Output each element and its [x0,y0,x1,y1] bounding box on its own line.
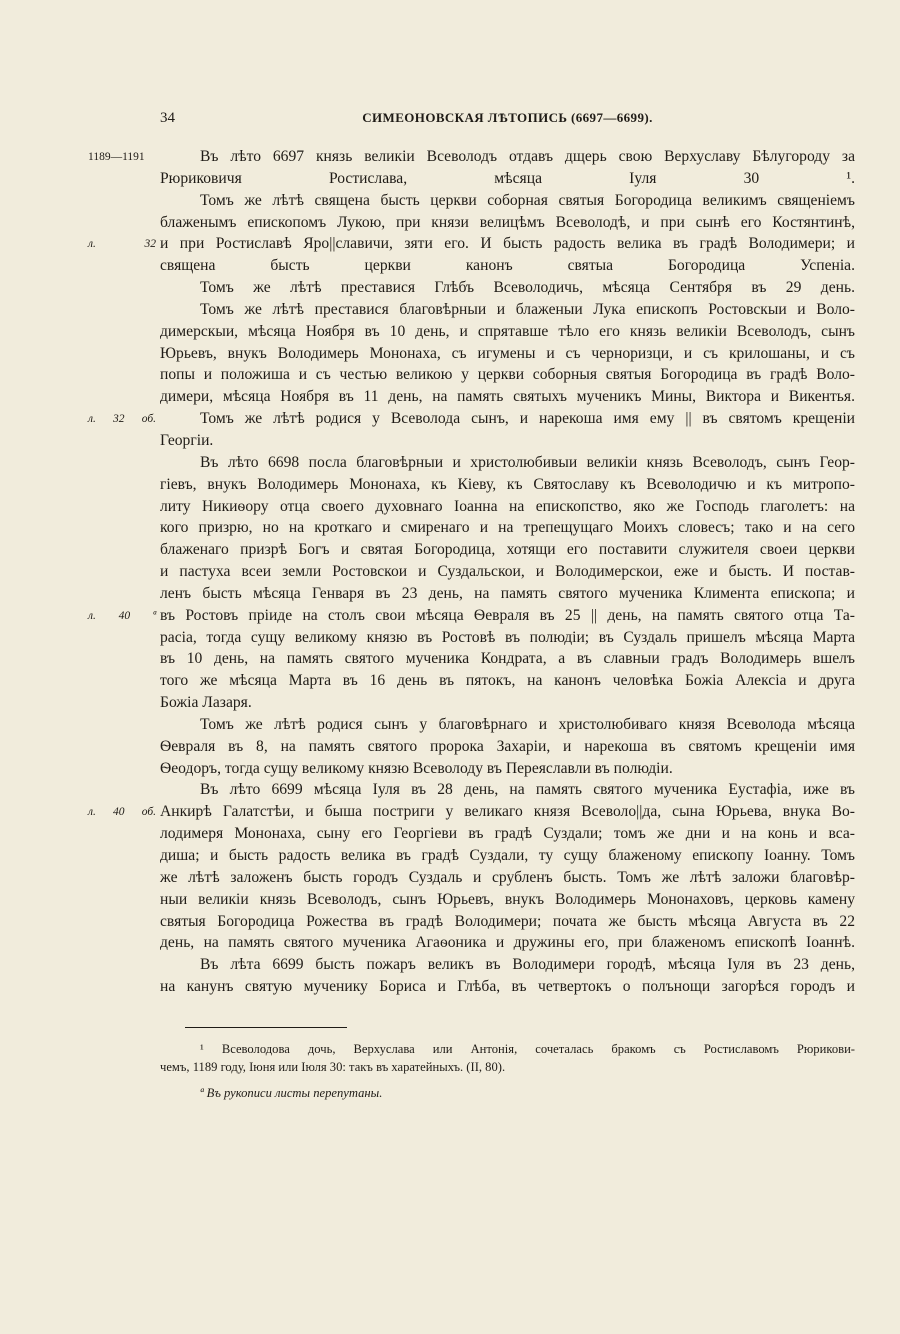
text-line [160,561,855,583]
text-line [160,736,855,758]
line-text: Томъ же лѣтѣ родися сынъ у благовѣрнаго и христолюбиваго князя Всеволода мѣсяца [200,715,855,733]
line-text: ленъ бысть мѣсяца Генваря въ 23 день, на память святого мученика Климента епископа; и [160,584,855,602]
text-line [160,670,855,692]
line-text: Божіа Лазаря. [160,694,252,712]
text-line [160,452,855,474]
text-line [160,190,855,212]
text-line [160,845,855,867]
footnote-line: чемъ, 1189 году, Іюня или Іюля 30: такъ въ харатейныхъ. (II, 80). [160,1060,506,1074]
line-text: Томъ же лѣтѣ родися у Всеволода сынъ, и нарекоша имя ему || въ святомъ крещеніи [200,410,855,428]
line-text: Въ лѣто 6699 мѣсяца Іуля въ 28 день, на память святого мученика Еустафіа, иже въ [200,781,855,799]
text-line [160,779,855,801]
line-text: блаженаго призрѣ Богъ и святая Богородица, хотящи его поставити служителя своеи церкви [160,541,855,559]
line-text: расіа, тогда сущу великому князю въ Ростовѣ въ полюдіи; въ Суздаль пришелъ мѣсяца Марта [160,628,855,646]
text-line [88,146,855,168]
text-line [160,386,855,408]
text-line [160,867,855,889]
line-text: литу Никиѳору отца своего духовнаго Іоанна на епископство, яко же Господь глаголетъ: на [160,497,855,515]
text-line [160,299,855,321]
footnote-divider [185,1027,347,1028]
page-header [160,110,855,132]
margin-note: 1189—1191 [88,151,145,163]
running-title: СИМЕОНОВСКАЯ ЛѢТОПИСЬ (6697—6699). [362,110,653,125]
line-text: лодимеря Мононаха, сыну его Георгіеви въ градѣ Суздали; томъ же дни и на конь и вса- [160,825,855,843]
text-line [160,714,855,736]
text-line [160,648,855,670]
line-text: Въ лѣто 6697 князь великіи Всеволодъ отдавъ дщерь свою Верхуславу Бѣлугороду за [200,148,855,165]
margin-note: л. 40 об. [88,806,156,819]
line-text: Томъ же лѣтѣ преставися Глѣбъ Всеволодичь, мѣсяца Сентября въ 29 день. [200,279,855,297]
line-text: гіевъ, внукъ Володимерь Мононаха, къ Кіеву, къ Святославу къ Всеволодичю и къ митропо- [160,475,855,493]
text-line [160,539,855,561]
line-text: ныи великіи князь Всеволодъ, сынъ Юрьевъ, внукъ Володимерь Мононаховъ, церковь камену [160,890,855,908]
footnote-line: ª Въ рукописи листы перепутаны. [200,1086,383,1100]
line-text: въ Ростовъ пріиде на столъ свои мѣсяца Ѳевраля въ 25 || день, на память святого отца Та- [160,606,855,624]
line-text: Анкирѣ Галатстѣи, и быша постриги у великаго князя Всеволо||да, сына Юрьева, внука Во- [160,803,855,821]
main-text [88,146,855,998]
text-line [160,583,855,605]
text-line [160,954,855,976]
line-text: димери, мѣсяца Ноября въ 11 день, на память святыхъ мученикъ Мины, Виктора и Викентья. [160,388,855,406]
text-line [88,233,855,255]
line-text: Георгіи. [160,431,214,449]
line-text: димерскыи, мѣсяца Ноября въ 10 день, и спрятавше тѣло его князь великіи Всеволодъ, сынъ [160,322,855,340]
line-text: того же мѣсяца Марта въ 16 день въ пятокъ, на канонъ человѣка Божіа Алексіа и друга [160,672,855,690]
line-text: же лѣтѣ заложенъ бысть городъ Суздаль и срубленъ бысть. Томъ же лѣтѣ заложи благовѣр- [160,868,855,886]
margin-note: л. 32 об. [88,413,156,426]
line-text: Ѳевраля въ 8, на память святого пророка Захаріи, и нарекоша въ святомъ крещеніи имя [160,737,855,755]
line-text: день, на память святого мученика Агаѳоника и дружины его, при блаженомъ епископѣ Іоаннѣ. [160,934,855,952]
text-line [160,474,855,496]
text-line [88,801,855,823]
text-line [160,364,855,386]
text-line [88,408,855,430]
text-line [160,343,855,365]
line-text: блаженымъ епископомъ Лукою, при князи велицѣмъ Всеволодѣ, и при сынѣ его Костянтинѣ, [160,213,855,231]
text-line [160,212,855,234]
text-line [160,496,855,518]
text-line [160,932,855,954]
line-text: Ѳеодоръ, тогда сущу великому князю Всеволоду въ Переяславли въ полюдіи. [160,759,673,777]
margin-note: л. 40 ª [88,609,156,622]
text-line [160,758,855,780]
margin-note: л. 32 [88,238,156,251]
line-text: Томъ же лѣтѣ преставися благовѣрныи и блаженыи Лука епископъ Ростовскыи и Воло- [200,300,855,318]
footnote-gap [160,1076,855,1084]
line-text: Юрьевъ, внукъ Володимерь Мононаха, съ игумены и съ черноризци, и съ крилошаны, и съ [160,344,855,362]
page-number: 34 [160,110,175,126]
text-line [160,168,855,190]
text-line [160,277,855,299]
text-line [160,321,855,343]
text-line [160,692,855,714]
line-text: священа бысть церкви канонъ святыа Богородица Успеніа. [160,257,855,275]
line-text: Въ лѣта 6699 бысть пожаръ великъ въ Володимери городѣ, мѣсяца Іуля въ 23 день, [200,956,855,974]
line-text: кого призрю, но на кроткаго и смиренаго и на трепещущаго Моихъ словесъ; тако и на сего [160,519,855,537]
line-text: диша; и бысть радость велика въ градѣ Суздали, ту сущу блаженому епископу Іоанну. Томъ [160,847,855,864]
line-text: и при Ростиславѣ Яро||славичи, зяти его. И бысть радость велика въ градѣ Володимери; и [160,235,855,253]
text-line [160,255,855,277]
line-text: въ 10 день, на память святого мученика Кондрата, а въ славныи градъ Володимерь вшелъ [160,650,855,668]
text-line [160,911,855,933]
text-line [160,430,855,452]
line-text: Въ лѣто 6698 посла благовѣрныи и христолюбивыи великіи князь Всеволодъ, сынъ Геор- [200,453,855,471]
line-text: Томъ же лѣтѣ священа бысть церкви соборная святыя Богородица великимъ священіемъ [200,191,855,209]
text-line [160,823,855,845]
footnotes [160,1040,855,1102]
line-text: и пастуха всеи земли Ростовскои и Суздальскои, и Володимерскои, еже и бысть. И постав- [160,563,855,581]
line-text: на канунъ святую мученику Бориса и Глѣба, въ четвертокъ о полънощи загорѣся городъ и [160,978,855,996]
footnote-line: ¹ Всеволодова дочь, Верхуслава или Антонія, сочеталась бракомъ съ Ростиславомъ Рюрикови- [200,1042,855,1056]
text-line [160,627,855,649]
line-text: Рюриковичя Ростислава, мѣсяца Іуля 30 ¹. [160,169,855,187]
text-line [160,889,855,911]
line-text: святыя Богородица Рожества въ градѣ Володимери; почата же бысть мѣсяца Августа въ 22 [160,912,855,930]
line-text: попы и положиша и съ честью великою у церкви соборныя святыя Богородица въ градѣ Воло- [160,366,855,384]
text-line [88,605,855,627]
text-line [160,976,855,998]
text-line [160,517,855,539]
